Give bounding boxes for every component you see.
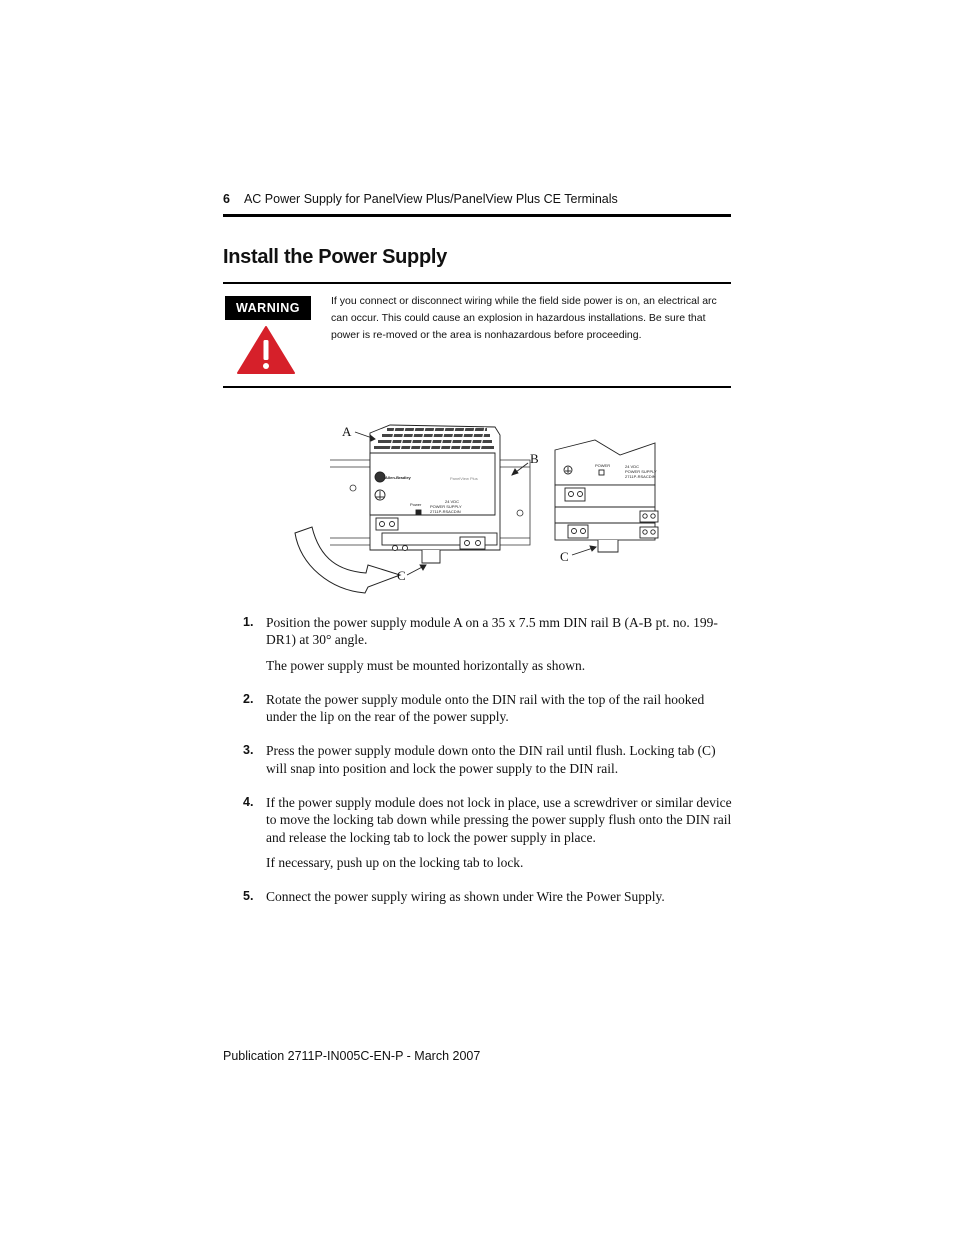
callout-c-left: C xyxy=(397,568,406,583)
running-title: AC Power Supply for PanelView Plus/PanelView Plus CE Terminals xyxy=(243,192,618,206)
step-text: Connect the power supply wiring as shown under Wire the Power Supply. xyxy=(266,889,665,905)
step-2 xyxy=(243,691,733,726)
device-power-label: Power xyxy=(410,502,422,507)
step-text: Rotate the power supply module onto the DIN rail with the top of the rail hooked under the lip on the rear of the power supply. xyxy=(266,691,705,725)
device-product-label: POWER SUPPLY xyxy=(430,504,462,509)
callout-a: A xyxy=(342,424,352,439)
step-number: 2. xyxy=(243,691,254,706)
device-panel-label: PanelView Plus xyxy=(450,476,478,481)
step-note: If necessary, push up on the locking tab to lock. xyxy=(266,854,524,870)
callout-b: B xyxy=(530,451,539,466)
power-supply-module-a xyxy=(370,425,500,563)
step-note: The power supply must be mounted horizontally as shown. xyxy=(266,657,586,673)
warning-triangle-icon xyxy=(236,325,296,375)
side-power-label: POWER xyxy=(595,463,611,468)
warning-bottom-rule xyxy=(223,386,731,388)
header-rule xyxy=(223,214,731,217)
step-number: 5. xyxy=(243,889,254,904)
warning-top-rule xyxy=(223,282,731,284)
device-catalog-label: 2711P-RSACDIN xyxy=(430,509,461,514)
installation-steps xyxy=(243,614,733,906)
side-rating-label: 24 VDC xyxy=(625,464,640,469)
step-5 xyxy=(243,888,733,905)
power-supply-side-view xyxy=(555,440,658,552)
running-header xyxy=(223,192,731,206)
step-number: 1. xyxy=(243,615,254,629)
step-number: 4. xyxy=(243,795,254,810)
step-3 xyxy=(243,742,733,777)
device-rating-label: 24 VDC xyxy=(445,499,460,504)
callout-c-right: C xyxy=(560,549,569,564)
warning-text: If you connect or disconnect wiring while the field side power is on, an electrical arc can occur. This could cause an explosion in hazardous installations. Be sure that power is re-moved or the area is nonhazardous before proceeding. xyxy=(331,295,717,341)
section-title: Install the Power Supply xyxy=(223,246,447,268)
step-text: If the power supply module does not lock in place, use a screwdriver or similar device to move the locking tab down while pressing the power supply flush onto the DIN rail and release the locking tab to lock the power supply in place. xyxy=(266,795,732,845)
side-product-label: POWER SUPPLY xyxy=(625,469,657,474)
din-rail-mounting-figure xyxy=(290,415,670,600)
warning-badge: WARNING xyxy=(225,296,311,320)
side-catalog-label: 2711P-RSACDIN xyxy=(625,474,656,479)
step-number: 3. xyxy=(243,743,254,758)
page-number: 6 xyxy=(223,192,230,206)
step-4 xyxy=(243,794,733,871)
device-brand-label: Allen-Bradley xyxy=(385,475,411,480)
step-1 xyxy=(243,614,733,674)
step-text: Press the power supply module down onto the DIN rail until flush. Locking tab (C) will snap into position and lock the power supply to the DIN rail. xyxy=(266,743,716,776)
publication-footer: Publication 2711P-IN005C-EN-P - March 2007 xyxy=(223,1049,481,1063)
step-text: Position the power supply module A on a 35 x 7.5 mm DIN rail B (A-B pt. no. 199-DR1) at 30° angle. xyxy=(266,615,718,648)
